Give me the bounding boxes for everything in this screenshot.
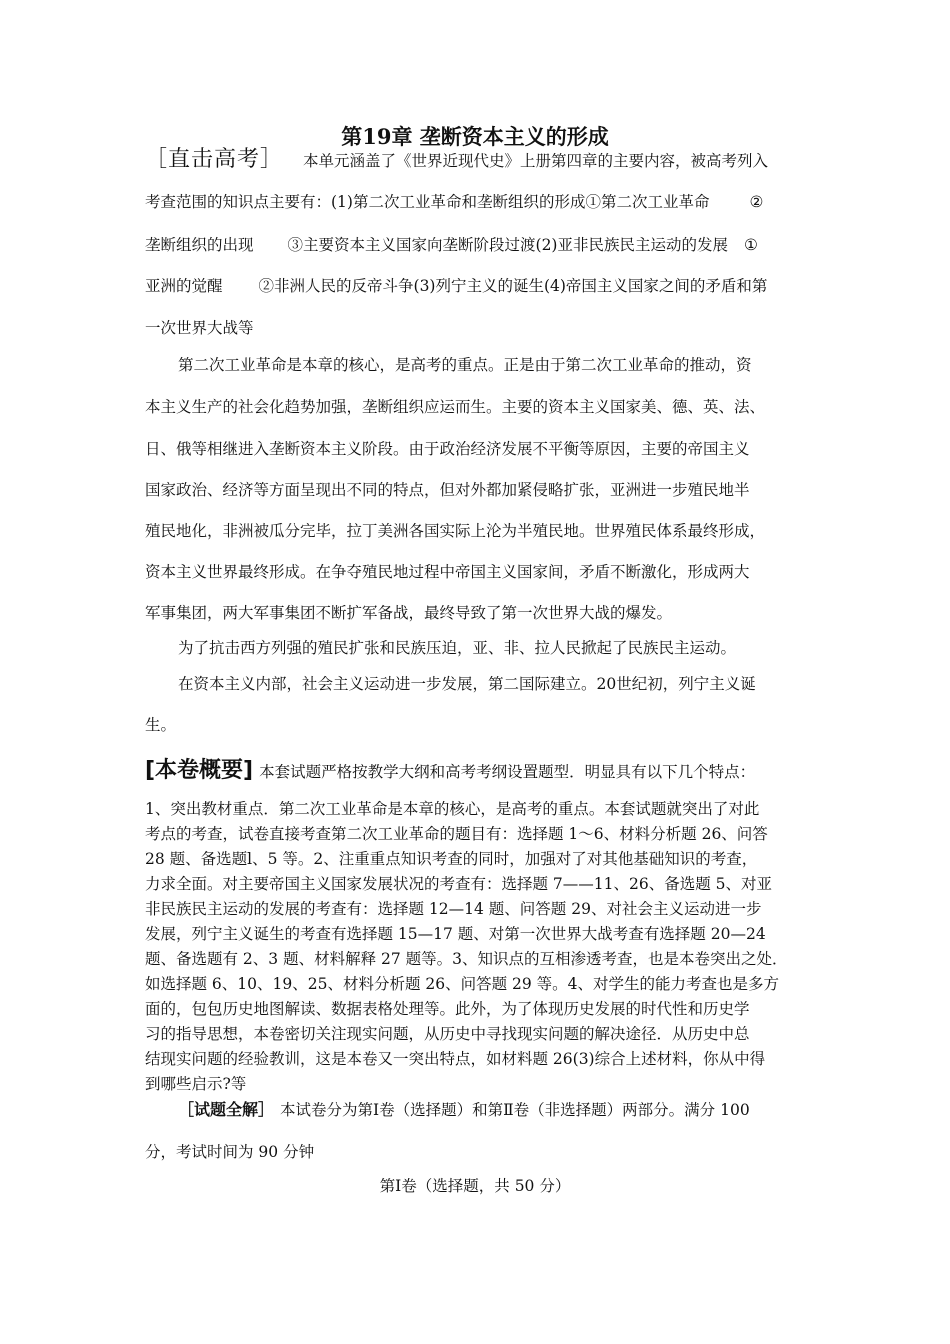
overview-line: 面的，包包历史地图解读、数据表格处理等。此外，为了体现历史发展的时代性和历史学 — [145, 1000, 750, 1018]
overview-line: 题、备选题有 2、3 题、材料解释 27 题等。3、知识点的互相渗透考查，也是本卷突出之处． — [145, 950, 788, 968]
intro-text: 本单元涵盖了《世界近现代史》上册第四章的主要内容，被高考列入 — [303, 152, 769, 170]
intro-line-2 — [145, 190, 810, 214]
section-heading: 第Ⅰ卷（选择题，共 50 分） — [379, 1177, 571, 1195]
overview-line: 发展，列宁主义诞生的考查有选择题 15—17 题、对第一次世界大战考查有选择题 20—24 — [145, 925, 766, 943]
intro-text: ② — [749, 193, 764, 211]
overview-line: 28 题、备选题l、5 等。2、注重重点知识考查的同时，加强对了对其他基础知识的考查， — [145, 850, 758, 868]
intro-tag: ［直击高考］ — [145, 147, 284, 172]
overview-line: 如选择题 6、10、19、25、材料分析题 26、问答题 29 等。4、对学生的能力考查也是多方 — [145, 975, 780, 993]
para3-line: 在资本主义内部，社会主义运动进一步发展，第二国际建立。20世纪初，列宁主义诞 — [178, 675, 756, 693]
fulljie-line-1 — [178, 1098, 810, 1122]
overview-line: 1、突出教材重点．第二次工业革命是本章的核心，是高考的重点。本套试题就突出了对此 — [145, 800, 760, 818]
overview-line: 结现实问题的经验教训，这是本卷又一突出特点，如材料题 26(3)综合上述材料，你从中得 — [145, 1050, 766, 1068]
overview-line: 力求全面。对主要帝国主义国家发展状况的考查有：选择题 7——11、26、备选题 5、对亚 — [145, 875, 773, 893]
para1-line: 第二次工业革命是本章的核心，是高考的重点。正是由于第二次工业革命的推动，资 — [178, 356, 752, 374]
overview-line: 到哪些启示?等 — [145, 1075, 247, 1093]
overview-line: 习的指导思想，本卷密切关注现实问题，从历史中寻找现实问题的解决途径．从历史中总 — [145, 1025, 750, 1043]
intro-text: ① — [743, 236, 758, 254]
para2-line: 为了抗击西方列强的殖民扩张和民族压迫，亚、非、拉人民掀起了民族民主运动。 — [178, 639, 737, 657]
para3-line: 生。 — [145, 716, 177, 734]
chapter-title: 第19章 垄断资本主义的形成 — [341, 124, 609, 149]
intro-text: ③主要资本主义国家向垄断阶段过渡(2)亚非民族民主运动的发展 — [287, 236, 728, 254]
para1-line: 资本主义世界最终形成。在争夺殖民地过程中帝国主义国家间，矛盾不断激化，形成两大 — [145, 563, 750, 581]
intro-line-4 — [145, 274, 810, 298]
intro-text: 考查范围的知识点主要有：(1)第二次工业革命和垄断组织的形成①第二次工业革命 — [145, 193, 710, 211]
para1-line: 国家政治、经济等方面呈现出不同的特点，但对外都加紧侵略扩张，亚洲进一步殖民地半 — [145, 481, 750, 499]
para1-line: 日、俄等相继进入垄断资本主义阶段。由于政治经济发展不平衡等原因，主要的帝国主义 — [145, 440, 750, 458]
intro-text: ②非洲人民的反帝斗争(3)列宁主义的诞生(4)帝国主义国家之间的矛盾和第 — [258, 277, 768, 295]
fulljie-tag: ［试题全解］ — [178, 1100, 275, 1119]
intro-line-3 — [145, 233, 810, 257]
intro-text: 垄断组织的出现 — [145, 236, 254, 254]
para1-line: 军事集团，两大军事集团不断扩军备战，最终导致了第一次世界大战的爆发。 — [145, 604, 673, 622]
overview-text: 本套试题严格按教学大纲和高考考纲设置题型．明显具有以下几个特点： — [259, 763, 756, 781]
para1-line: 本主义生产的社会化趋势加强，垄断组织应运而生。主要的资本主义国家美、德、英、法、 — [145, 398, 766, 416]
intro-line-1 — [145, 148, 810, 173]
intro-line-5: 一次世界大战等 — [145, 319, 254, 337]
overview-line: 考点的考查，试卷直接考查第二次工业革命的题目有：选择题 1～6、材料分析题 26、问答 — [145, 825, 768, 843]
overview-line-1 — [145, 759, 810, 784]
fulljie-text: 本试卷分为第Ⅰ卷（选择题）和第Ⅱ卷（非选择题）两部分。满分 100 — [280, 1101, 750, 1119]
intro-text: 亚洲的觉醒 — [145, 277, 223, 295]
fulljie-line-2: 分，考试时间为 90 分钟 — [145, 1143, 315, 1161]
para1-line: 殖民地化，非洲被瓜分完毕，拉丁美洲各国实际上沦为半殖民地。世界殖民体系最终形成， — [145, 522, 766, 540]
overview-tag: [本卷概要] — [145, 758, 254, 783]
overview-line: 非民族民主运动的发展的考查有：选择题 12—14 题、问答题 29、对社会主义运动进一步 — [145, 900, 762, 918]
